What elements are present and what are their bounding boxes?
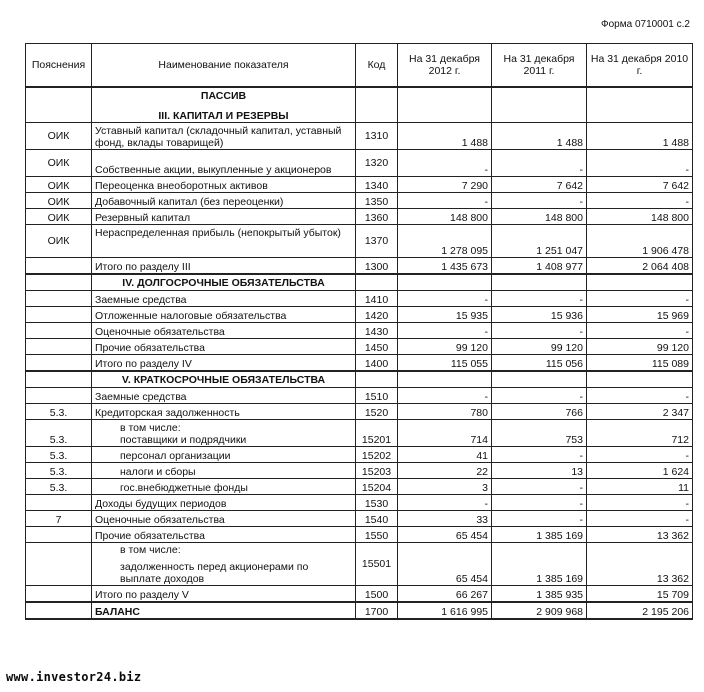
row-code: 1350 xyxy=(356,193,398,209)
row-name: Отложенные налоговые обязательства xyxy=(92,307,356,323)
row-name: Прочие обязательства xyxy=(92,527,356,543)
row-2011: 99 120 xyxy=(492,339,587,355)
row-note xyxy=(26,323,92,339)
row-code: 1340 xyxy=(356,177,398,193)
row-2010: - xyxy=(587,447,693,463)
row-note: ОИК xyxy=(26,209,92,225)
row-2012: 65 454 xyxy=(398,543,492,586)
row-2010: 148 800 xyxy=(587,209,693,225)
row-2011: - xyxy=(492,511,587,527)
row-2010: - xyxy=(587,150,693,177)
row-2012: 7 290 xyxy=(398,177,492,193)
col-2011: На 31 декабря 2011 г. xyxy=(492,44,587,88)
row-code: 15204 xyxy=(356,479,398,495)
row-2010: 1 488 xyxy=(587,123,693,150)
row-2011: 1 385 169 xyxy=(492,527,587,543)
row-name: персонал организации xyxy=(92,447,356,463)
row-code: 1500 xyxy=(356,586,398,603)
table-row xyxy=(26,447,693,463)
row-code: 1520 xyxy=(356,404,398,420)
row-name: налоги и сборы xyxy=(92,463,356,479)
table-row-total xyxy=(26,258,693,275)
table-row xyxy=(26,225,693,258)
table-row-total xyxy=(26,586,693,603)
section-iv: IV. ДОЛГОСРОЧНЫЕ ОБЯЗАТЕЛЬСТВА xyxy=(92,274,356,291)
row-code: 1370 xyxy=(356,225,398,258)
row-2011: 1 488 xyxy=(492,123,587,150)
section-v: V. КРАТКОСРОЧНЫЕ ОБЯЗАТЕЛЬСТВА xyxy=(92,371,356,388)
row-2011: 7 642 xyxy=(492,177,587,193)
row-pre: в том числе: xyxy=(120,422,181,434)
row-name: Итого по разделу V xyxy=(92,586,356,603)
row-name: задолженность перед акционерами по выплате доходов xyxy=(120,561,309,585)
row-name: Итого по разделу IV xyxy=(92,355,356,372)
row-2012: 1 616 995 xyxy=(398,602,492,619)
table-row xyxy=(26,209,693,225)
row-2012: 148 800 xyxy=(398,209,492,225)
balance-sheet-table xyxy=(25,43,693,620)
row-2010: - xyxy=(587,495,693,511)
row-2010: 2 064 408 xyxy=(587,258,693,275)
row-2011: 13 xyxy=(492,463,587,479)
row-note: ОИК xyxy=(26,150,92,177)
row-code: 15202 xyxy=(356,447,398,463)
row-note xyxy=(26,586,92,603)
row-2012: 33 xyxy=(398,511,492,527)
row-2010: - xyxy=(587,511,693,527)
row-2010: 15 969 xyxy=(587,307,693,323)
row-2012: 780 xyxy=(398,404,492,420)
row-code: 1310 xyxy=(356,123,398,150)
table-row xyxy=(26,339,693,355)
row-2010: 115 089 xyxy=(587,355,693,372)
row-name: Итого по разделу III xyxy=(92,258,356,275)
section-iii: III. КАПИТАЛ И РЕЗЕРВЫ xyxy=(158,110,289,122)
col-indicator: Наименование показателя xyxy=(92,44,356,88)
row-2010: - xyxy=(587,193,693,209)
row-2010: 1 624 xyxy=(587,463,693,479)
row-note xyxy=(26,527,92,543)
row-note xyxy=(26,355,92,372)
row-note: ОИК xyxy=(26,193,92,209)
row-code: 1450 xyxy=(356,339,398,355)
row-note: 5.3. xyxy=(26,463,92,479)
row-2011: - xyxy=(492,323,587,339)
row-name: Оценочные обязательства xyxy=(92,511,356,527)
row-note: ОИК xyxy=(26,177,92,193)
row-2012: 714 xyxy=(398,420,492,447)
row-2010: - xyxy=(587,323,693,339)
row-name: поставщики и подрядчики xyxy=(120,434,247,446)
row-code: 15501 xyxy=(356,543,398,586)
row-code: 1420 xyxy=(356,307,398,323)
row-2010: 13 362 xyxy=(587,543,693,586)
row-2012: 1 488 xyxy=(398,123,492,150)
row-code: 1320 xyxy=(356,150,398,177)
col-2012: На 31 декабря 2012 г. xyxy=(398,44,492,88)
row-2012: 3 xyxy=(398,479,492,495)
row-2011: 1 385 169 xyxy=(492,543,587,586)
row-2011: - xyxy=(492,447,587,463)
row-2012: - xyxy=(398,193,492,209)
row-2011: - xyxy=(492,495,587,511)
row-code: 1530 xyxy=(356,495,398,511)
row-name: Заемные средства xyxy=(92,291,356,307)
row-2012: - xyxy=(398,291,492,307)
row-pre: в том числе: xyxy=(120,544,181,556)
row-note xyxy=(26,495,92,511)
row-name: Оценочные обязательства xyxy=(92,323,356,339)
row-note: 7 xyxy=(26,511,92,527)
row-code: 15203 xyxy=(356,463,398,479)
section-row xyxy=(26,87,693,123)
table-row xyxy=(26,420,693,447)
row-2010: - xyxy=(587,388,693,404)
row-2011: 1 385 935 xyxy=(492,586,587,603)
table-row xyxy=(26,150,693,177)
row-2011: 1 251 047 xyxy=(492,225,587,258)
col-2010: На 31 декабря 2010 г. xyxy=(587,44,693,88)
section-row xyxy=(26,274,693,291)
table-row-total xyxy=(26,355,693,372)
row-name: Уставный капитал (складочный капитал, уставный фонд, вклады товарищей) xyxy=(92,123,356,150)
col-code: Код xyxy=(356,44,398,88)
row-code: 1430 xyxy=(356,323,398,339)
table-row xyxy=(26,527,693,543)
row-2011: 15 936 xyxy=(492,307,587,323)
table-row xyxy=(26,177,693,193)
row-2012: 15 935 xyxy=(398,307,492,323)
row-note xyxy=(26,543,92,586)
watermark: www.investor24.biz xyxy=(6,670,142,684)
row-code: 1550 xyxy=(356,527,398,543)
section-passive: ПАССИВ xyxy=(200,90,247,102)
row-name: Собственные акции, выкупленные у акционеров xyxy=(92,150,356,177)
table-row xyxy=(26,123,693,150)
row-code: 1510 xyxy=(356,388,398,404)
row-2011: 2 909 968 xyxy=(492,602,587,619)
row-code: 1410 xyxy=(356,291,398,307)
row-note: ОИК xyxy=(26,225,92,258)
row-2010: 11 xyxy=(587,479,693,495)
row-note xyxy=(26,388,92,404)
row-2012: 66 267 xyxy=(398,586,492,603)
table-row-balance xyxy=(26,602,693,619)
row-name: Кредиторская задолженность xyxy=(92,404,356,420)
table-row xyxy=(26,404,693,420)
row-2010: 2 195 206 xyxy=(587,602,693,619)
table-row xyxy=(26,543,693,586)
row-name: Переоценка внеоборотных активов xyxy=(92,177,356,193)
row-code: 1700 xyxy=(356,602,398,619)
row-code: 1400 xyxy=(356,355,398,372)
form-number: Форма 0710001 с.2 xyxy=(601,19,690,30)
row-name: БАЛАНС xyxy=(92,602,356,619)
row-code: 1300 xyxy=(356,258,398,275)
row-2011: 148 800 xyxy=(492,209,587,225)
row-2011: - xyxy=(492,291,587,307)
row-2012: 99 120 xyxy=(398,339,492,355)
row-2010: 1 906 478 xyxy=(587,225,693,258)
row-2012: 41 xyxy=(398,447,492,463)
row-note: 5.3. xyxy=(26,447,92,463)
header-row xyxy=(26,44,693,88)
row-2011: 753 xyxy=(492,420,587,447)
row-2010: 712 xyxy=(587,420,693,447)
row-note: 5.3. xyxy=(26,404,92,420)
row-2011: - xyxy=(492,479,587,495)
row-2012: - xyxy=(398,323,492,339)
row-2010: 2 347 xyxy=(587,404,693,420)
row-note: ОИК xyxy=(26,123,92,150)
row-name: Доходы будущих периодов xyxy=(92,495,356,511)
row-2012: 1 435 673 xyxy=(398,258,492,275)
row-2012: 115 055 xyxy=(398,355,492,372)
table-row xyxy=(26,511,693,527)
row-note: 5.3. xyxy=(26,420,92,447)
row-2010: 13 362 xyxy=(587,527,693,543)
table-row xyxy=(26,193,693,209)
row-note xyxy=(26,307,92,323)
table-row xyxy=(26,463,693,479)
row-note xyxy=(26,291,92,307)
table-row xyxy=(26,495,693,511)
row-name: гос.внебюджетные фонды xyxy=(92,479,356,495)
row-name: Прочие обязательства xyxy=(92,339,356,355)
table-row xyxy=(26,323,693,339)
row-name: Нераспределенная прибыль (непокрытый убыток) xyxy=(92,225,356,258)
table-row xyxy=(26,307,693,323)
row-2011: - xyxy=(492,150,587,177)
row-2012: 22 xyxy=(398,463,492,479)
row-code: 1540 xyxy=(356,511,398,527)
row-name: Добавочный капитал (без переоценки) xyxy=(92,193,356,209)
row-name-cell xyxy=(92,543,356,586)
col-explanations: Пояснения xyxy=(26,44,92,88)
row-2012: 65 454 xyxy=(398,527,492,543)
row-name: Заемные средства xyxy=(92,388,356,404)
row-name-cell xyxy=(92,420,356,447)
table-row xyxy=(26,388,693,404)
row-note: 5.3. xyxy=(26,479,92,495)
row-2012: - xyxy=(398,150,492,177)
row-2010: 99 120 xyxy=(587,339,693,355)
row-2012: 1 278 095 xyxy=(398,225,492,258)
table-row xyxy=(26,291,693,307)
row-note xyxy=(26,339,92,355)
row-code: 1360 xyxy=(356,209,398,225)
row-2011: - xyxy=(492,193,587,209)
row-2010: 15 709 xyxy=(587,586,693,603)
row-name: Резервный капитал xyxy=(92,209,356,225)
row-2011: 766 xyxy=(492,404,587,420)
row-note xyxy=(26,258,92,275)
row-2011: - xyxy=(492,388,587,404)
row-2011: 115 056 xyxy=(492,355,587,372)
row-2012: - xyxy=(398,495,492,511)
row-2010: 7 642 xyxy=(587,177,693,193)
row-note xyxy=(26,602,92,619)
row-2012: - xyxy=(398,388,492,404)
table-row xyxy=(26,479,693,495)
section-row xyxy=(26,371,693,388)
row-2011: 1 408 977 xyxy=(492,258,587,275)
row-2010: - xyxy=(587,291,693,307)
row-code: 15201 xyxy=(356,420,398,447)
